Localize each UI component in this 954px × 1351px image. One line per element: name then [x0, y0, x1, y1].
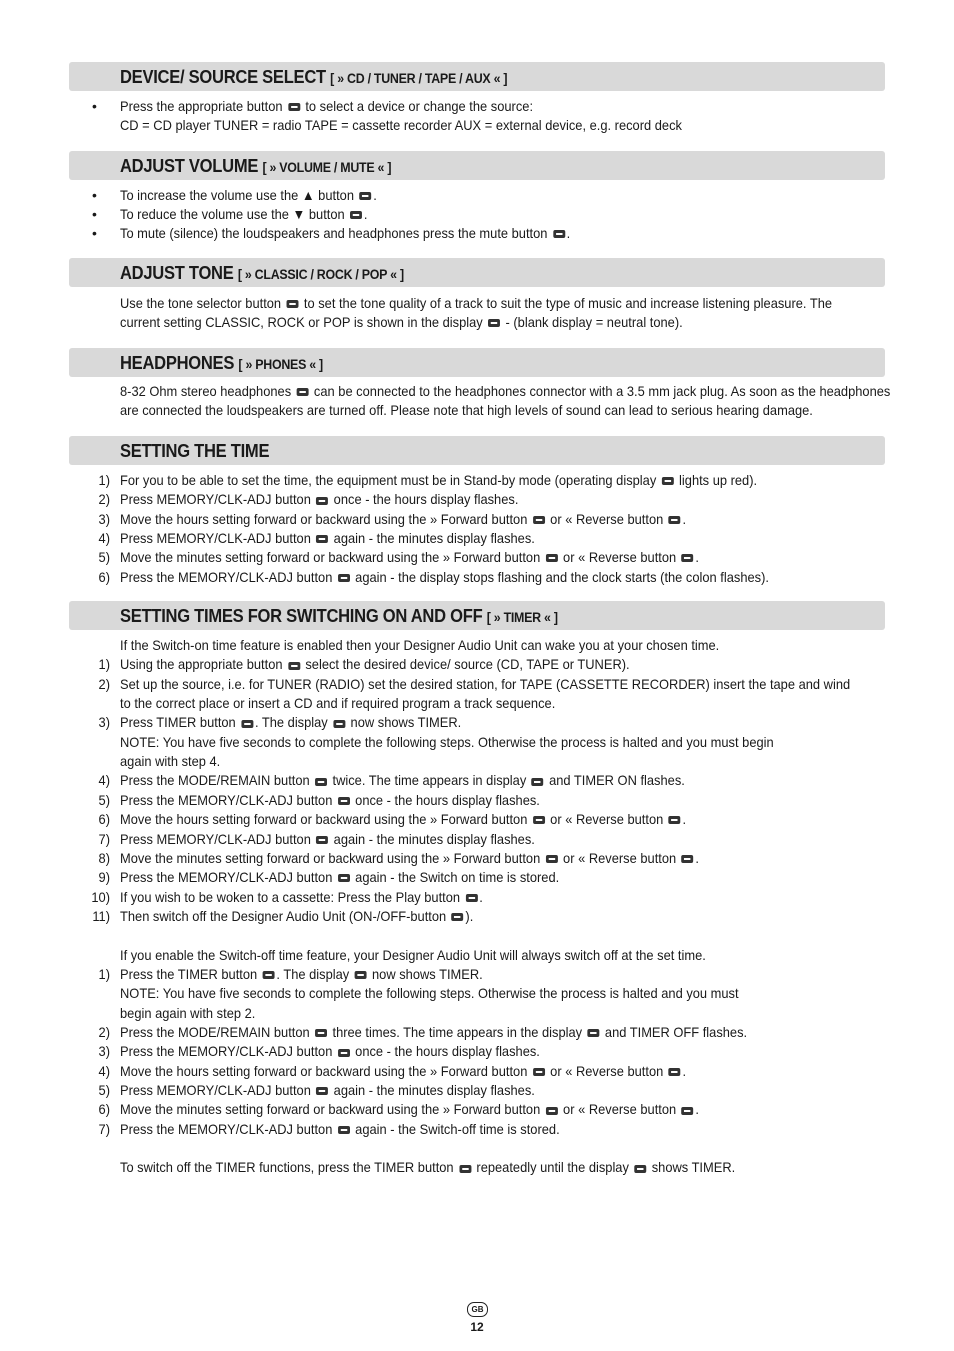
text-line: Press the MEMORY/CLK-ADJ button again - the display stops flashing and the clock starts (the colon flashes).: [120, 568, 769, 585]
button-key-icon: [350, 211, 362, 219]
text-line: Press the appropriate button to select a device or change the source:: [120, 98, 534, 114]
section-title: ADJUST VOLUME: [120, 156, 259, 176]
text-line: If the Switch-on time feature is enabled then your Designer Audio Unit can wake you at your chosen time.: [120, 637, 720, 653]
text-line: Press the MODE/REMAIN button twice. The time appears in display and TIMER ON flashes.: [120, 772, 685, 789]
step-number: 9): [98, 869, 110, 886]
text-line: Using the appropriate button select the desired device/ source (CD, TAPE or TUNER).: [120, 656, 630, 673]
bullet: •: [92, 225, 97, 241]
button-key-icon: [316, 1087, 328, 1095]
step-number: 7): [98, 830, 110, 847]
text-line: NOTE: You have five seconds to complete the following steps. Otherwise the process is halted and you must begin: [120, 733, 774, 750]
step-number: 5): [98, 1082, 110, 1099]
button-key-icon: [669, 516, 681, 524]
text-line: NOTE: You have five seconds to complete the following steps. Otherwise the process is halted and you must: [120, 985, 739, 1002]
section-header-volume: [69, 151, 885, 180]
text-line: Move the minutes setting forward or backward using the » Forward button or « Reverse button .: [120, 1101, 699, 1118]
button-key-icon: [682, 554, 694, 562]
text-line: begin again with step 2.: [120, 1004, 256, 1021]
button-key-icon: [669, 816, 681, 824]
step-number: 2): [98, 1024, 110, 1040]
text-line: To reduce the volume use the ▼ button .: [120, 206, 368, 222]
button-key-icon: [297, 388, 309, 396]
text-line: Move the hours setting forward or backward using the » Forward button or « Reverse button .: [120, 1062, 687, 1079]
language-badge: GB: [467, 1302, 488, 1317]
section-title: DEVICE/ SOURCE SELECT: [120, 67, 326, 87]
text-line: Press MEMORY/CLK-ADJ button again - the minutes display flashes.: [120, 529, 535, 546]
button-key-icon: [263, 971, 275, 979]
step-number: 4): [98, 772, 110, 789]
button-key-icon: [241, 720, 253, 728]
button-key-icon: [288, 662, 300, 670]
section-title: SETTING TIMES FOR SWITCHING ON AND OFF: [120, 606, 483, 626]
text-line: current setting CLASSIC, ROCK or POP is shown in the display - (blank display = neutral tone).: [120, 314, 683, 330]
section-subtitle: [ » VOLUME / MUTE « ]: [262, 160, 392, 175]
text-line: Press the MEMORY/CLK-ADJ button once - the hours display flashes.: [120, 791, 540, 808]
step-number: 3): [98, 510, 110, 527]
button-key-icon: [338, 797, 350, 805]
text-line: Set up the source, i.e. for TUNER (RADIO) set the desired station, for TAPE (CASSETTE RECORDER) insert the tape and wind: [120, 675, 851, 692]
button-key-icon: [315, 778, 327, 786]
button-key-icon: [316, 497, 328, 505]
button-key-icon: [662, 477, 674, 485]
button-key-icon: [459, 1165, 471, 1173]
step-number: 4): [98, 1062, 110, 1079]
section-header-tone: [69, 258, 885, 287]
step-number: 1): [98, 472, 110, 488]
text-line: To switch off the TIMER functions, press the TIMER button repeatedly until the display shows TIMER.: [120, 1159, 736, 1176]
button-key-icon: [533, 816, 545, 824]
button-key-icon: [669, 1068, 681, 1076]
text-line: Press the MEMORY/CLK-ADJ button once - the hours display flashes.: [120, 1043, 540, 1060]
text-line: If you wish to be woken to a cassette: Press the Play button .: [120, 888, 483, 905]
step-number: 3): [98, 714, 110, 731]
text-line: to the correct place or insert a CD and if required program a track sequence.: [120, 695, 556, 712]
section-header-phones: [69, 348, 885, 377]
text-line: Move the hours setting forward or backward using the » Forward button or « Reverse button .: [120, 811, 687, 828]
button-key-icon: [288, 103, 300, 111]
step-number: 8): [98, 849, 110, 866]
text-line: Press the MEMORY/CLK-ADJ button again - the Switch on time is stored.: [120, 869, 560, 886]
section-title: HEADPHONES: [120, 353, 235, 373]
button-key-icon: [682, 1107, 694, 1115]
step-number: 4): [98, 529, 110, 546]
step-number: 5): [98, 549, 110, 566]
step-number: 5): [98, 791, 110, 808]
button-key-icon: [682, 855, 694, 863]
text-line: are connected the loudspeakers are turned off. Please note that high levels of sound can lead to serious hearing damage.: [120, 402, 813, 418]
button-key-icon: [533, 1068, 545, 1076]
button-key-icon: [634, 1165, 646, 1173]
button-key-icon: [333, 720, 345, 728]
text-line: Then switch off the Designer Audio Unit (ON-/OFF-button ).: [120, 907, 474, 924]
button-key-icon: [488, 319, 500, 327]
button-key-icon: [546, 1107, 558, 1115]
text-line: Press the MODE/REMAIN button three times. The time appears in the display and TIMER OFF flashes.: [120, 1024, 748, 1040]
text-line: Move the hours setting forward or backward using the » Forward button or « Reverse button .: [120, 510, 687, 527]
button-key-icon: [546, 855, 558, 863]
section-subtitle: [ » TIMER « ]: [486, 610, 558, 625]
step-number: 7): [98, 1120, 110, 1137]
section-title: ADJUST TONE: [120, 263, 234, 283]
button-key-icon: [546, 554, 558, 562]
button-key-icon: [355, 971, 367, 979]
button-key-icon: [359, 192, 371, 200]
bullet: •: [92, 187, 97, 203]
step-number: 6): [98, 568, 110, 585]
text-line: 8-32 Ohm stereo headphones can be connected to the headphones connector with a 3.5 mm jack plug. As soon as the headphones: [120, 383, 891, 399]
section-subtitle: [ » PHONES « ]: [238, 357, 323, 372]
button-key-icon: [315, 1029, 327, 1037]
text-line: For you to be able to set the time, the equipment must be in Stand-by mode (operating display lights up red).: [120, 472, 758, 488]
text-line: To mute (silence) the loudspeakers and headphones press the mute button .: [120, 225, 571, 241]
button-key-icon: [553, 230, 565, 238]
button-key-icon: [466, 894, 478, 902]
step-number: 1): [98, 965, 110, 982]
section-title: SETTING THE TIME: [120, 441, 270, 461]
button-key-icon: [316, 535, 328, 543]
button-key-icon: [287, 300, 299, 308]
button-key-icon: [338, 1126, 350, 1134]
button-key-icon: [338, 874, 350, 882]
step-number: 6): [98, 811, 110, 828]
button-key-icon: [533, 516, 545, 524]
section-subtitle: [ » CD / TUNER / TAPE / AUX « ]: [330, 71, 508, 86]
text-line: If you enable the Switch-off time feature, your Designer Audio Unit will always switch off at the set time.: [120, 946, 706, 963]
button-key-icon: [532, 778, 544, 786]
text-line: Press MEMORY/CLK-ADJ button again - the minutes display flashes.: [120, 830, 535, 847]
step-number: 1): [98, 656, 110, 673]
text-line: To increase the volume use the ▲ button .: [120, 187, 377, 203]
button-key-icon: [338, 574, 350, 582]
step-number: 2): [98, 491, 110, 508]
text-line: Use the tone selector button to set the tone quality of a track to suit the type of music and increase listening pleasure. The: [120, 295, 833, 311]
text-line: Move the minutes setting forward or backward using the » Forward button or « Reverse button .: [120, 849, 699, 866]
bullet: •: [92, 206, 97, 222]
text-line: CD = CD player TUNER = radio TAPE = cassette recorder AUX = external device, e.g. record deck: [120, 117, 682, 133]
step-number: 6): [98, 1101, 110, 1118]
text-line: Press the TIMER button . The display now shows TIMER.: [120, 965, 483, 982]
bullet: •: [92, 98, 97, 114]
step-number: 2): [98, 675, 110, 692]
section-header-device: [69, 62, 885, 91]
section-header-timer: [69, 601, 885, 630]
step-number: 11): [92, 907, 110, 924]
text-line: Press TIMER button . The display now shows TIMER.: [120, 714, 462, 731]
text-line: Press the MEMORY/CLK-ADJ button again - the Switch-off time is stored.: [120, 1120, 560, 1137]
step-number: 3): [98, 1043, 110, 1060]
section-header-time: [69, 436, 885, 465]
button-key-icon: [588, 1029, 600, 1037]
button-key-icon: [338, 1049, 350, 1057]
page-number: 12: [470, 1320, 484, 1334]
text-line: Press MEMORY/CLK-ADJ button once - the hours display flashes.: [120, 491, 519, 508]
step-number: 10): [91, 888, 110, 905]
text-line: Move the minutes setting forward or backward using the » Forward button or « Reverse button .: [120, 549, 699, 566]
text-line: Press MEMORY/CLK-ADJ button again - the minutes display flashes.: [120, 1082, 535, 1099]
button-key-icon: [452, 913, 464, 921]
section-subtitle: [ » CLASSIC / ROCK / POP « ]: [237, 267, 404, 282]
text-line: again with step 4.: [120, 753, 221, 770]
button-key-icon: [316, 836, 328, 844]
